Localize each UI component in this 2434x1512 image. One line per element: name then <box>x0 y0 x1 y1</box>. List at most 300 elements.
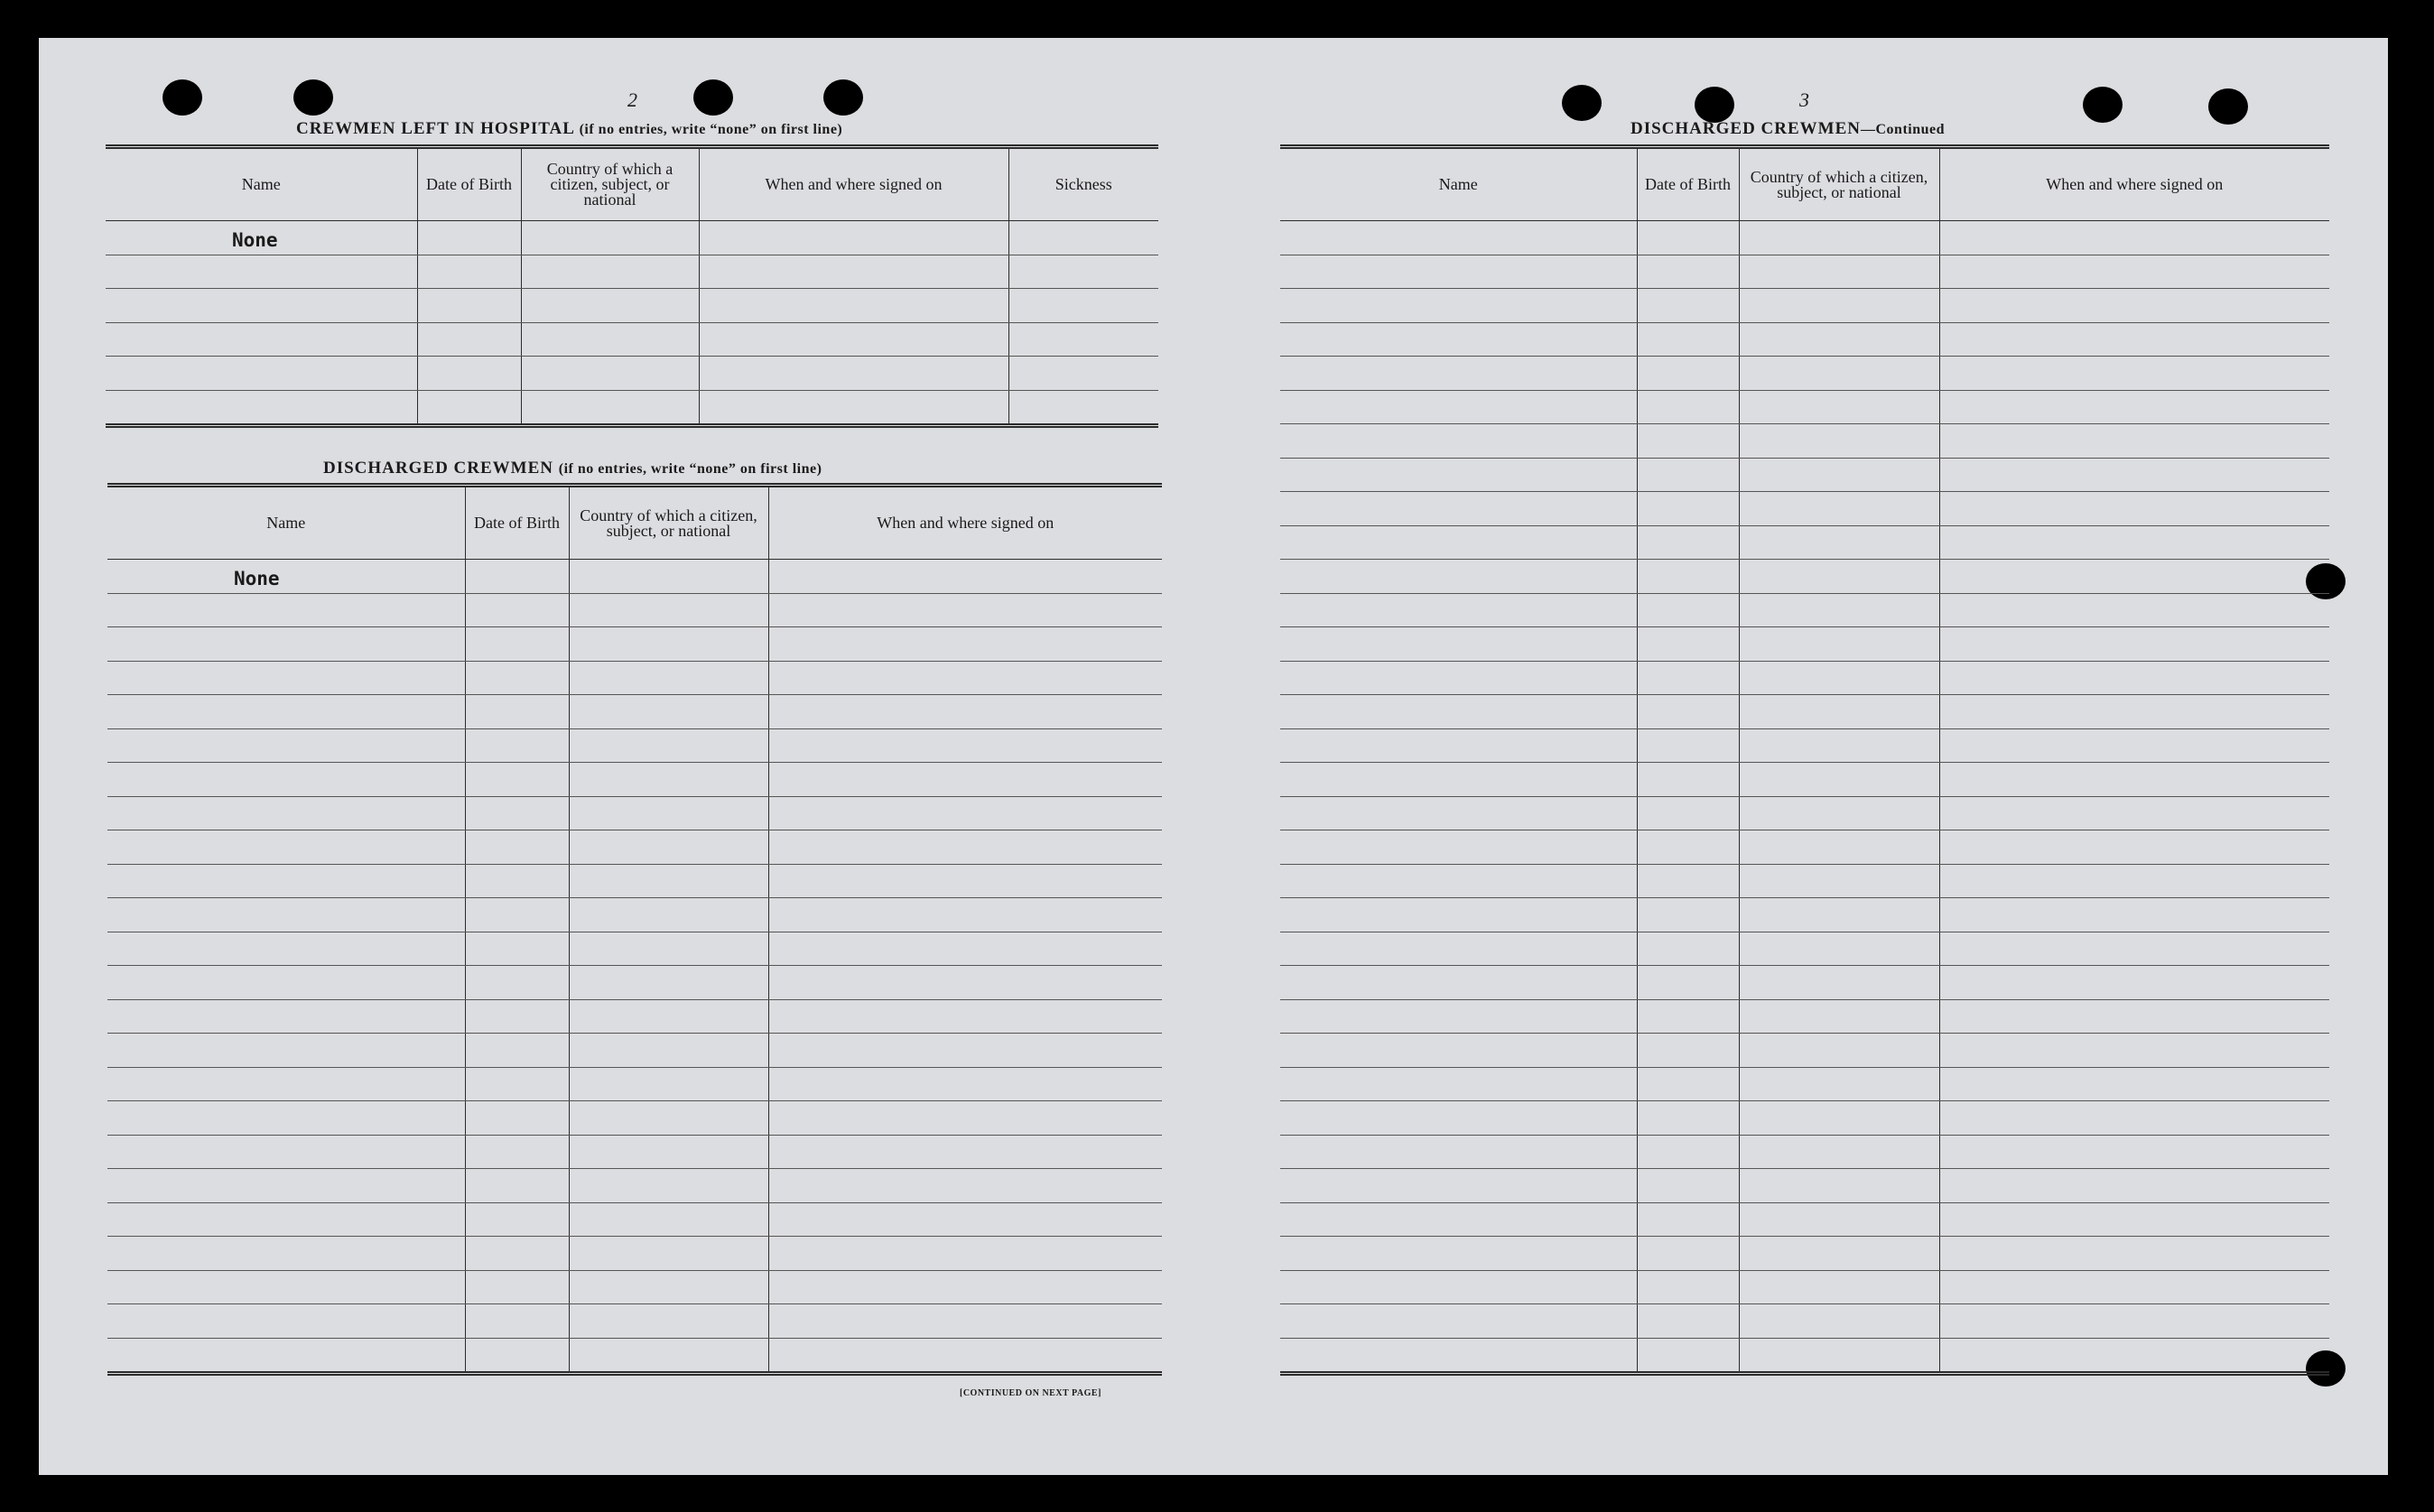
table-cell <box>1280 627 1637 662</box>
table-cell <box>107 796 465 830</box>
table-cell <box>699 221 1008 255</box>
column-header-date-of-birth: Date of Birth <box>1637 147 1739 221</box>
table-cell <box>521 357 699 391</box>
table-row <box>1280 1270 2329 1304</box>
table-cell <box>107 1101 465 1136</box>
table-cell <box>768 1067 1162 1101</box>
table-row <box>1280 1237 2329 1271</box>
column-header-signed-on: When and where signed on <box>1939 147 2329 221</box>
table-cell <box>1637 424 1739 459</box>
table-cell <box>1939 1135 2329 1169</box>
table-cell <box>1939 966 2329 1000</box>
table-cell <box>1637 796 1739 830</box>
table-cell <box>1637 560 1739 594</box>
table-cell <box>1939 458 2329 492</box>
table-cell <box>1280 898 1637 932</box>
table-cell <box>465 830 569 865</box>
table-cell <box>1939 1067 2329 1101</box>
table-cell <box>1637 898 1739 932</box>
table-cell <box>1739 999 1939 1034</box>
table-cell <box>1739 1034 1939 1068</box>
table-cell <box>1939 390 2329 424</box>
table-cell <box>768 1034 1162 1068</box>
table-row <box>106 289 1158 323</box>
table-cell <box>107 966 465 1000</box>
table-row <box>1280 221 2329 255</box>
punch-hole <box>693 79 733 116</box>
typed-entry: None <box>234 567 280 589</box>
table-row <box>107 966 1162 1000</box>
table-cell <box>569 999 768 1034</box>
table-cell <box>106 322 417 357</box>
table-row <box>1280 695 2329 729</box>
table-cell <box>1008 289 1158 323</box>
table-cell <box>569 560 768 594</box>
table-cell <box>1739 492 1939 526</box>
table-cell <box>465 1101 569 1136</box>
table-cell <box>107 560 465 594</box>
table-cell <box>1637 1237 1739 1271</box>
table-cell <box>465 763 569 797</box>
table-cell <box>465 593 569 627</box>
table-row <box>1280 322 2329 357</box>
table-cell <box>1739 763 1939 797</box>
table-cell <box>1939 1202 2329 1237</box>
table-cell <box>1739 458 1939 492</box>
table-row <box>1280 932 2329 966</box>
table-row <box>107 1169 1162 1203</box>
table-cell <box>1939 627 2329 662</box>
table-cell <box>1280 1101 1637 1136</box>
punch-hole <box>1562 85 1602 121</box>
table-cell <box>107 999 465 1034</box>
table-cell <box>1637 1270 1739 1304</box>
table-cell <box>1008 322 1158 357</box>
column-header-country: Country of which a citizen, subject, or national <box>569 486 768 560</box>
table-cell <box>699 255 1008 289</box>
table-cell <box>1637 1135 1739 1169</box>
table-cell <box>465 695 569 729</box>
table-cell <box>1739 864 1939 898</box>
table-cell <box>1637 458 1739 492</box>
table-cell <box>521 390 699 426</box>
table-row <box>1280 492 2329 526</box>
table-cell <box>106 289 417 323</box>
table-cell <box>1739 1135 1939 1169</box>
table-cell <box>768 1304 1162 1339</box>
table-cell <box>1939 830 2329 865</box>
table-row <box>1280 864 2329 898</box>
table-cell <box>1939 593 2329 627</box>
table-cell <box>1280 1304 1637 1339</box>
table-row <box>1280 560 2329 594</box>
table-cell <box>465 661 569 695</box>
table-row <box>1280 357 2329 391</box>
table-cell <box>768 999 1162 1034</box>
table-cell <box>107 1135 465 1169</box>
table-row <box>1280 255 2329 289</box>
column-header-date-of-birth: Date of Birth <box>417 147 521 221</box>
table-cell <box>107 830 465 865</box>
table-cell <box>1637 763 1739 797</box>
table-cell <box>106 357 417 391</box>
table-cell <box>465 932 569 966</box>
table-row <box>1280 1034 2329 1068</box>
table-row <box>1280 1169 2329 1203</box>
table-cell <box>768 695 1162 729</box>
table-cell <box>1739 357 1939 391</box>
table-cell <box>465 1202 569 1237</box>
table-cell <box>1637 661 1739 695</box>
table-cell <box>106 255 417 289</box>
discharged-section-heading <box>323 459 822 478</box>
table-cell <box>1280 1135 1637 1169</box>
table-row <box>1280 1135 2329 1169</box>
table-cell <box>1280 796 1637 830</box>
table-cell <box>1280 1338 1637 1374</box>
table-row <box>107 627 1162 662</box>
table-cell <box>1637 492 1739 526</box>
punch-hole <box>293 79 333 116</box>
table-cell <box>1008 357 1158 391</box>
table-row <box>1280 830 2329 865</box>
table-row <box>106 255 1158 289</box>
table-cell <box>569 1237 768 1271</box>
table-row <box>1280 458 2329 492</box>
table-cell <box>768 1202 1162 1237</box>
table-cell <box>417 322 521 357</box>
table-cell <box>521 322 699 357</box>
table-cell <box>1637 627 1739 662</box>
table-cell <box>107 932 465 966</box>
table-cell <box>1739 322 1939 357</box>
table-cell <box>107 1034 465 1068</box>
table-cell <box>768 1101 1162 1136</box>
hospital-crewmen-table <box>106 144 1158 428</box>
table-cell <box>1280 593 1637 627</box>
column-header-name: Name <box>106 147 417 221</box>
table-cell <box>1280 864 1637 898</box>
table-cell <box>569 728 768 763</box>
table-row <box>1280 763 2329 797</box>
table-cell <box>107 898 465 932</box>
table-row <box>1280 289 2329 323</box>
table-cell <box>1280 525 1637 560</box>
table-cell <box>1280 221 1637 255</box>
table-cell <box>465 1304 569 1339</box>
table-row <box>107 830 1162 865</box>
hospital-section-instruction: (if no entries, write “none” on first line) <box>579 122 843 137</box>
table-row <box>1280 796 2329 830</box>
table-cell <box>1939 1270 2329 1304</box>
table-cell <box>1280 390 1637 424</box>
table-cell <box>465 864 569 898</box>
column-header-name: Name <box>107 486 465 560</box>
table-cell <box>1739 695 1939 729</box>
table-cell <box>521 289 699 323</box>
table-cell <box>569 763 768 797</box>
table-cell <box>569 864 768 898</box>
column-header-country: Country of which a citizen, subject, or national <box>521 147 699 221</box>
table-cell <box>1280 1237 1637 1271</box>
table-cell <box>569 1067 768 1101</box>
table-cell <box>1739 966 1939 1000</box>
table-row <box>106 357 1158 391</box>
table-cell <box>1939 864 2329 898</box>
table-cell <box>1637 695 1739 729</box>
continued-on-next-page-note: [CONTINUED ON NEXT PAGE] <box>960 1388 1101 1398</box>
table-cell <box>1939 1034 2329 1068</box>
table-cell <box>1280 830 1637 865</box>
table-cell <box>1939 289 2329 323</box>
table-cell <box>1637 357 1739 391</box>
table-cell <box>465 999 569 1034</box>
table-cell <box>1939 322 2329 357</box>
table-cell <box>569 932 768 966</box>
table-cell <box>1939 492 2329 526</box>
table-cell <box>1739 1304 1939 1339</box>
column-header-signed-on: When and where signed on <box>699 147 1008 221</box>
table-row <box>1280 966 2329 1000</box>
table-row <box>1280 661 2329 695</box>
punch-hole <box>1695 87 1734 123</box>
table-cell <box>1280 458 1637 492</box>
table-cell <box>569 1169 768 1203</box>
table-cell <box>1939 221 2329 255</box>
table-cell <box>1637 966 1739 1000</box>
table-cell <box>1739 255 1939 289</box>
table-cell <box>465 1034 569 1068</box>
table-cell <box>1280 999 1637 1034</box>
table-cell <box>465 728 569 763</box>
table-cell <box>1280 763 1637 797</box>
table-row <box>107 728 1162 763</box>
table-cell <box>1939 728 2329 763</box>
table-cell <box>1280 966 1637 1000</box>
table-cell <box>1739 1101 1939 1136</box>
table-cell <box>465 627 569 662</box>
table-cell <box>1280 932 1637 966</box>
discharged-section-title: DISCHARGED CREWMEN <box>323 459 553 478</box>
table-cell <box>699 289 1008 323</box>
table-cell <box>768 763 1162 797</box>
table-cell <box>1739 1270 1939 1304</box>
table-cell <box>1939 255 2329 289</box>
table-cell <box>1280 1270 1637 1304</box>
table-cell <box>465 560 569 594</box>
punch-hole <box>163 79 202 116</box>
table-cell <box>1637 1202 1739 1237</box>
table-cell <box>465 898 569 932</box>
table-row <box>1280 593 2329 627</box>
table-cell <box>1637 525 1739 560</box>
table-cell <box>465 966 569 1000</box>
table-cell <box>1637 1101 1739 1136</box>
table-cell <box>1739 661 1939 695</box>
table-cell <box>569 695 768 729</box>
table-cell <box>768 796 1162 830</box>
table-cell <box>1739 424 1939 459</box>
table-cell <box>1280 661 1637 695</box>
table-cell <box>465 1237 569 1271</box>
table-row <box>107 864 1162 898</box>
table-cell <box>569 796 768 830</box>
table-cell <box>1637 728 1739 763</box>
table-cell <box>1280 255 1637 289</box>
discharged-crewmen-table <box>107 483 1162 1376</box>
table-cell <box>1280 1067 1637 1101</box>
table-row <box>106 221 1158 255</box>
table-row <box>107 1237 1162 1271</box>
table-row <box>1280 1202 2329 1237</box>
table-cell <box>1739 289 1939 323</box>
table-cell <box>1280 492 1637 526</box>
table-cell <box>1637 322 1739 357</box>
table-cell <box>569 966 768 1000</box>
table-cell <box>1739 898 1939 932</box>
table-cell <box>569 627 768 662</box>
table-row <box>1280 999 2329 1034</box>
table-cell <box>465 1067 569 1101</box>
table-cell <box>465 796 569 830</box>
table-cell <box>1280 1034 1637 1068</box>
table-cell <box>1739 932 1939 966</box>
table-row <box>1280 627 2329 662</box>
table-cell <box>569 661 768 695</box>
table-row <box>106 390 1158 426</box>
table-cell <box>569 1304 768 1339</box>
punch-hole <box>823 79 863 116</box>
table-cell <box>569 1034 768 1068</box>
table-cell <box>1280 424 1637 459</box>
table-cell <box>768 627 1162 662</box>
table-cell <box>1739 796 1939 830</box>
table-cell <box>1939 1338 2329 1374</box>
table-cell <box>1280 289 1637 323</box>
table-cell <box>107 627 465 662</box>
table-cell <box>768 661 1162 695</box>
table-cell <box>1637 221 1739 255</box>
hospital-section-title: CREWMEN LEFT IN HOSPITAL <box>296 119 574 138</box>
table-cell <box>1939 560 2329 594</box>
table-cell <box>1739 390 1939 424</box>
table-cell <box>699 390 1008 426</box>
table-row <box>107 763 1162 797</box>
table-row <box>1280 1338 2329 1374</box>
discharged-crewmen-continued-table <box>1280 144 2329 1376</box>
table-row <box>1280 390 2329 424</box>
table-cell <box>107 1237 465 1271</box>
table-cell <box>699 322 1008 357</box>
table-cell <box>1637 1034 1739 1068</box>
table-cell <box>1008 221 1158 255</box>
table-cell <box>768 1169 1162 1203</box>
table-row <box>107 1067 1162 1101</box>
table-cell <box>1939 695 2329 729</box>
table-row <box>1280 898 2329 932</box>
table-row <box>1280 1304 2329 1339</box>
table-cell <box>465 1135 569 1169</box>
table-cell <box>768 932 1162 966</box>
table-row <box>107 593 1162 627</box>
table-cell <box>1637 864 1739 898</box>
column-header-country: Country of which a citizen, subject, or national <box>1739 147 1939 221</box>
table-row <box>107 999 1162 1034</box>
table-cell <box>1637 1067 1739 1101</box>
table-cell <box>107 593 465 627</box>
table-cell <box>107 661 465 695</box>
table-cell <box>1637 1338 1739 1374</box>
table-cell <box>1739 525 1939 560</box>
table-cell <box>1939 999 2329 1034</box>
table-cell <box>1739 830 1939 865</box>
table-row <box>107 1270 1162 1304</box>
table-cell <box>1939 661 2329 695</box>
table-row <box>107 1304 1162 1339</box>
table-cell <box>106 221 417 255</box>
table-cell <box>1939 1237 2329 1271</box>
column-header-signed-on: When and where signed on <box>768 486 1162 560</box>
table-cell <box>1008 390 1158 426</box>
table-cell <box>768 1237 1162 1271</box>
table-cell <box>1939 796 2329 830</box>
table-cell <box>1637 932 1739 966</box>
table-row <box>107 1034 1162 1068</box>
table-cell <box>1739 560 1939 594</box>
table-cell <box>1739 627 1939 662</box>
table-cell <box>1637 593 1739 627</box>
table-row <box>107 1338 1162 1374</box>
table-cell <box>1939 1169 2329 1203</box>
punch-hole <box>2083 87 2123 123</box>
table-cell <box>569 1135 768 1169</box>
column-header-sickness: Sickness <box>1008 147 1158 221</box>
table-cell <box>1739 1202 1939 1237</box>
table-cell <box>1939 424 2329 459</box>
table-cell <box>417 357 521 391</box>
table-cell <box>1939 1101 2329 1136</box>
table-cell <box>569 1270 768 1304</box>
page-number-left: 2 <box>627 88 637 111</box>
table-cell <box>1280 1169 1637 1203</box>
table-row <box>107 932 1162 966</box>
table-row <box>107 560 1162 594</box>
table-cell <box>107 1169 465 1203</box>
table-cell <box>1008 255 1158 289</box>
table-row <box>1280 1101 2329 1136</box>
table-cell <box>1939 898 2329 932</box>
discharged-continued-label: —Continued <box>1861 122 1946 137</box>
table-cell <box>1637 1169 1739 1203</box>
table-cell <box>569 1202 768 1237</box>
hospital-section-heading <box>296 119 842 139</box>
table-cell <box>1739 728 1939 763</box>
table-cell <box>1739 1338 1939 1374</box>
table-cell <box>1637 255 1739 289</box>
table-row <box>107 695 1162 729</box>
table-cell <box>106 390 417 426</box>
table-cell <box>569 1101 768 1136</box>
table-cell <box>417 221 521 255</box>
table-row <box>1280 1067 2329 1101</box>
table-cell <box>1280 560 1637 594</box>
table-row <box>107 898 1162 932</box>
table-row <box>107 1202 1162 1237</box>
table-cell <box>768 830 1162 865</box>
table-cell <box>1637 289 1739 323</box>
table-cell <box>465 1338 569 1374</box>
discharged-continued-title: DISCHARGED CREWMEN <box>1630 119 1861 138</box>
